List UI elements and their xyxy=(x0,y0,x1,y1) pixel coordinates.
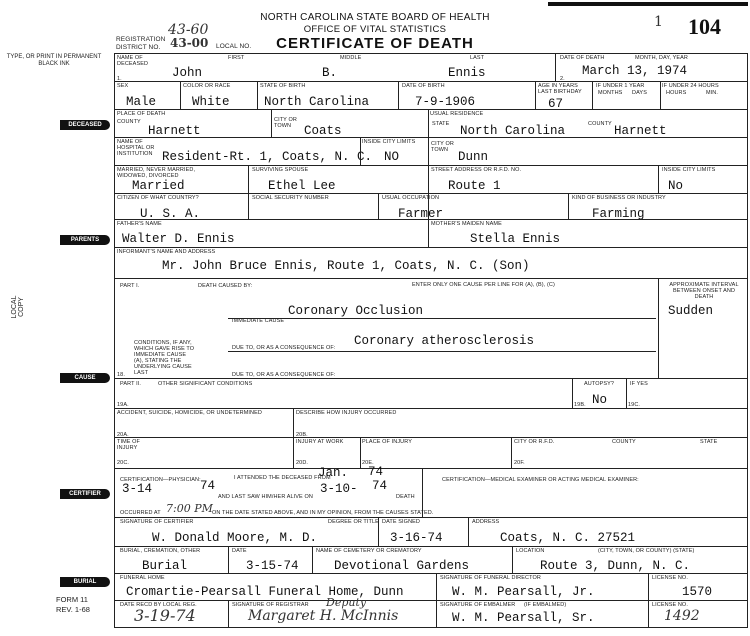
county-of-death: Harnett xyxy=(148,124,201,138)
funeral-home: Cromartie-Pearsall Funeral Home, Dunn xyxy=(126,585,404,599)
deputy-note: Deputy xyxy=(326,596,367,609)
age: 67 xyxy=(548,97,564,111)
funeral-director: W. M. Pearsall, Jr. xyxy=(452,585,595,599)
burial-tab: BURIAL xyxy=(60,577,110,587)
license-number-director: 1570 xyxy=(682,585,713,599)
middle-name: B. xyxy=(322,66,338,80)
header-line1: NORTH CAROLINA STATE BOARD OF HEALTH xyxy=(260,12,490,23)
date-of-birth: 7-9-1906 xyxy=(415,95,476,109)
residence-inside-city: No xyxy=(668,179,684,193)
district-no-handwritten: 43-60 xyxy=(168,22,209,38)
parents-tab: PARENTS xyxy=(60,235,110,245)
certifier-name: W. Donald Moore, M. D. xyxy=(152,531,318,545)
cause-tab: CAUSE xyxy=(60,373,110,383)
date-of-death: March 13, 1974 xyxy=(582,64,688,78)
deceased-tab: DECEASED xyxy=(60,120,110,130)
local-no-label: LOCAL NO. xyxy=(216,43,252,50)
first-name: John xyxy=(172,66,203,80)
embalmer: W. M. Pearsall, Sr. xyxy=(452,611,595,625)
immediate-cause: Coronary Occlusion xyxy=(288,304,424,318)
certificate-number: 104 xyxy=(688,14,721,39)
interval-immediate: Sudden xyxy=(668,304,714,318)
local-copy-note: LOCAL COPY xyxy=(11,295,25,319)
corner-mark xyxy=(548,2,748,6)
form-revision: REV. 1-68 xyxy=(56,605,90,614)
residence-street: Route 1 xyxy=(448,179,501,193)
race: White xyxy=(192,95,230,109)
underlying-cause: Coronary atherosclerosis xyxy=(354,334,535,348)
registrar-signature: Margaret H. McInnis xyxy=(248,608,399,624)
certifier-tab: CERTIFIER xyxy=(60,489,110,499)
time-of-death: 7:00 PM xyxy=(166,502,213,515)
marital-status: Married xyxy=(132,179,185,193)
citizenship: U. S. A. xyxy=(140,207,201,221)
death-year-note: 74 xyxy=(368,465,384,479)
informant: Mr. John Bruce Ennis, Route 1, Coats, N. C. (Son) xyxy=(162,259,530,273)
death-month: Jan. xyxy=(318,466,349,480)
sex: Male xyxy=(126,95,157,109)
surviving-spouse: Ethel Lee xyxy=(268,179,336,193)
name-label: NAME OF DECEASED xyxy=(117,55,149,67)
occupation: Farmer xyxy=(398,207,444,221)
district-no-typed: 43-00 xyxy=(170,36,209,50)
last-saw-alive: 3-10- xyxy=(320,482,358,496)
form-number: FORM 11 xyxy=(56,595,88,604)
registration-label: REGISTRATION DISTRICT NO. xyxy=(116,36,166,51)
tick-mark: 1 xyxy=(654,14,663,30)
residence-state: North Carolina xyxy=(460,124,566,138)
attended-from-year: 74 xyxy=(200,479,216,493)
mother-maiden-name: Stella Ennis xyxy=(470,232,561,246)
residence-county: Harnett xyxy=(614,124,667,138)
certifier-address: Coats, N. C. 27521 xyxy=(500,531,636,545)
date-received: 3-19-74 xyxy=(134,606,196,625)
inside-city-death: NO xyxy=(384,150,400,164)
cemetery: Devotional Gardens xyxy=(334,559,470,573)
header-line2: OFFICE OF VITAL STATISTICS xyxy=(303,24,447,35)
state-of-birth: North Carolina xyxy=(264,95,370,109)
certificate-title: CERTIFICATE OF DEATH xyxy=(276,35,474,52)
last-saw-year: 74 xyxy=(372,479,388,493)
type-print-note: TYPE, OR PRINT IN PERMANENT BLACK INK xyxy=(6,54,102,67)
last-name: Ennis xyxy=(448,66,486,80)
burial-location: Route 3, Dunn, N. C. xyxy=(540,559,691,573)
attended-from: 3-14 xyxy=(122,482,153,496)
disposition: Burial xyxy=(142,559,188,573)
autopsy: No xyxy=(592,393,608,407)
city-of-death: Coats xyxy=(304,124,342,138)
residence-city: Dunn xyxy=(458,150,489,164)
date-signed: 3-16-74 xyxy=(390,531,443,545)
business-industry: Farming xyxy=(592,207,645,221)
license-number-embalmer: 1492 xyxy=(664,608,700,624)
father-name: Walter D. Ennis xyxy=(122,232,235,246)
hospital-institution: Resident-Rt. 1, Coats, N. C. xyxy=(162,150,373,164)
burial-date: 3-15-74 xyxy=(246,559,299,573)
